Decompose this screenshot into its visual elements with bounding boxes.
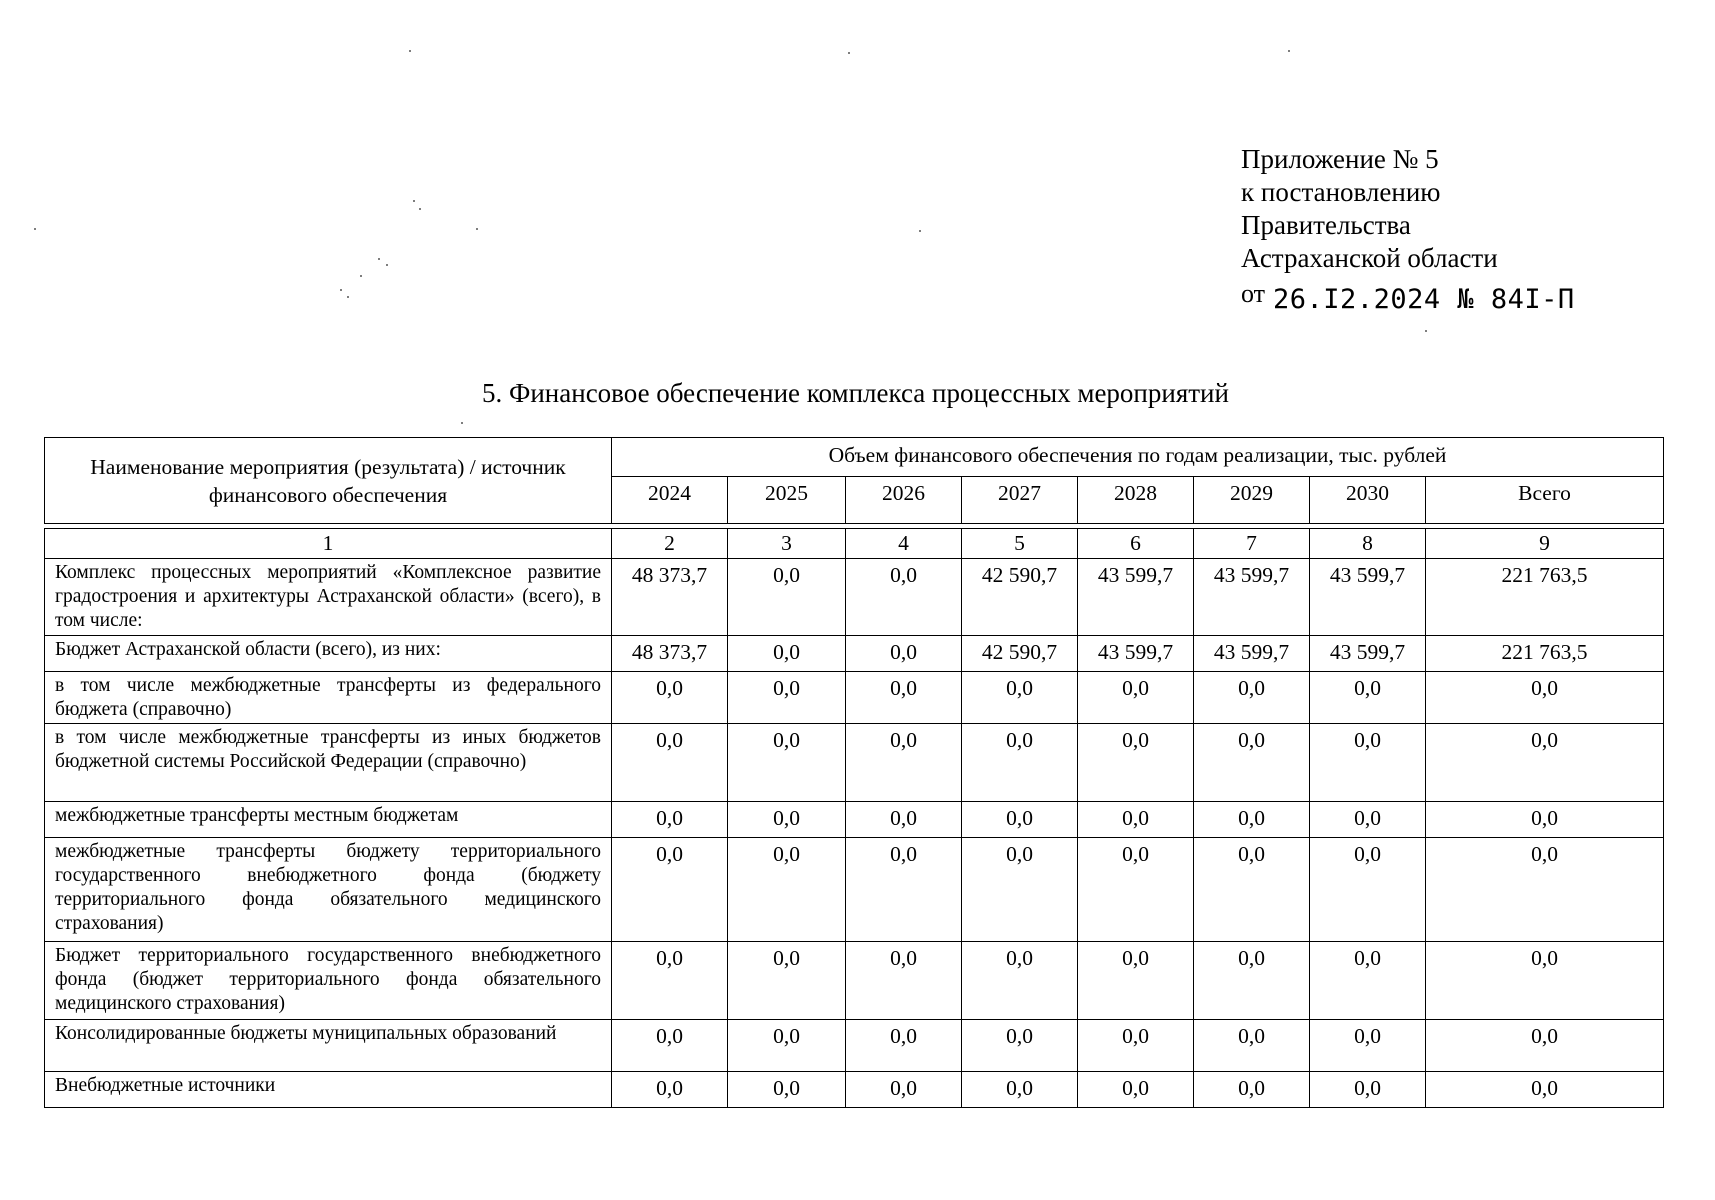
row-value: 0,0: [1078, 1020, 1194, 1072]
row-value: 42 590,7: [962, 636, 1078, 672]
row-value: 0,0: [1310, 1072, 1426, 1108]
row-value: 0,0: [846, 636, 962, 672]
table-row: [45, 1020, 1664, 1072]
row-value: 43 599,7: [1310, 636, 1426, 672]
row-value: 0,0: [612, 1020, 728, 1072]
appendix-line-2: к постановлению: [1241, 177, 1441, 207]
appendix-line-4: Астраханской области: [1241, 243, 1498, 273]
scan-speck: [386, 264, 388, 266]
row-value: 0,0: [1078, 838, 1194, 942]
row-total-value: 0,0: [1426, 672, 1664, 724]
financing-table: [44, 437, 1664, 1108]
header-year: 2026: [846, 477, 962, 524]
header-name-cell: Наименование мероприятия (результата) / источник финансового обеспечения: [45, 438, 612, 524]
row-total-value: 221 763,5: [1426, 636, 1664, 672]
scan-speck: [461, 422, 463, 424]
row-value: 0,0: [612, 942, 728, 1020]
row-value: 0,0: [728, 802, 846, 838]
row-total-value: 0,0: [1426, 802, 1664, 838]
row-label: Бюджет Астраханской области (всего), из них:: [45, 636, 612, 672]
row-label: в том числе межбюджетные трансферты из иных бюджетов бюджетной системы Российской Федерации (справочно): [45, 724, 612, 802]
column-number: 3: [728, 529, 846, 559]
row-value: 0,0: [728, 636, 846, 672]
table-row: [45, 724, 1664, 802]
row-value: 0,0: [1078, 724, 1194, 802]
row-value: 43 599,7: [1078, 559, 1194, 636]
scan-speck: [476, 228, 478, 230]
table-row: [45, 636, 1664, 672]
row-value: 0,0: [728, 672, 846, 724]
row-value: 0,0: [1194, 1072, 1310, 1108]
column-number: 1: [45, 529, 612, 559]
row-value: 0,0: [962, 672, 1078, 724]
scan-speck: [848, 52, 850, 54]
row-value: 0,0: [612, 802, 728, 838]
column-number: 6: [1078, 529, 1194, 559]
row-value: 0,0: [1194, 724, 1310, 802]
row-value: 43 599,7: [1078, 636, 1194, 672]
row-value: 0,0: [846, 838, 962, 942]
row-value: 0,0: [1310, 672, 1426, 724]
table-row: [45, 672, 1664, 724]
header-year: 2027: [962, 477, 1078, 524]
scan-speck: [340, 289, 342, 291]
row-value: 0,0: [612, 1072, 728, 1108]
row-value: 43 599,7: [1310, 559, 1426, 636]
row-value: 0,0: [1078, 802, 1194, 838]
header-year: 2028: [1078, 477, 1194, 524]
table-row: [45, 559, 1664, 636]
row-value: 0,0: [728, 838, 846, 942]
column-number: 9: [1426, 529, 1664, 559]
row-label: межбюджетные трансферты бюджету территориального государственного внебюджетного фонда (бюджету территориального фонда обязательного медицинского страхования): [45, 838, 612, 942]
row-value: 0,0: [846, 559, 962, 636]
scan-speck: [1425, 330, 1427, 332]
row-value: 0,0: [962, 1072, 1078, 1108]
table-row: [45, 838, 1664, 942]
header-volume-cell: Объем финансового обеспечения по годам реализации, тыс. рублей: [612, 438, 1664, 477]
row-value: 0,0: [1194, 1020, 1310, 1072]
header-year: 2029: [1194, 477, 1310, 524]
row-label: Внебюджетные источники: [45, 1072, 612, 1108]
table-row: [45, 942, 1664, 1020]
row-value: 0,0: [728, 942, 846, 1020]
column-number-row: [45, 529, 1664, 559]
row-value: 0,0: [1194, 672, 1310, 724]
row-value: 0,0: [728, 724, 846, 802]
column-number: 8: [1310, 529, 1426, 559]
row-total-value: 0,0: [1426, 1020, 1664, 1072]
row-value: 0,0: [1078, 1072, 1194, 1108]
row-value: 0,0: [1078, 672, 1194, 724]
table-row: [45, 1072, 1664, 1108]
section-title: 5. Финансовое обеспечение комплекса процессных мероприятий: [482, 378, 1229, 408]
row-value: 42 590,7: [962, 559, 1078, 636]
scan-speck: [1288, 50, 1290, 52]
row-value: 0,0: [962, 724, 1078, 802]
row-label: Консолидированные бюджеты муниципальных образований: [45, 1020, 612, 1072]
header-total: Всего: [1426, 477, 1664, 524]
row-label: межбюджетные трансферты местным бюджетам: [45, 802, 612, 838]
row-value: 0,0: [612, 724, 728, 802]
scan-speck: [413, 200, 415, 202]
scan-speck: [919, 230, 921, 232]
row-value: 43 599,7: [1194, 636, 1310, 672]
row-value: 0,0: [962, 802, 1078, 838]
scan-speck: [409, 50, 411, 52]
column-number: 4: [846, 529, 962, 559]
column-number: 7: [1194, 529, 1310, 559]
row-value: 0,0: [846, 942, 962, 1020]
row-value: 0,0: [1310, 838, 1426, 942]
header-year: 2025: [728, 477, 846, 524]
scan-speck: [360, 275, 362, 277]
row-value: 0,0: [612, 672, 728, 724]
header-year: 2030: [1310, 477, 1426, 524]
row-value: 0,0: [728, 1072, 846, 1108]
row-total-value: 0,0: [1426, 838, 1664, 942]
column-number: 5: [962, 529, 1078, 559]
row-total-value: 0,0: [1426, 942, 1664, 1020]
row-value: 0,0: [846, 1072, 962, 1108]
row-value: 0,0: [1310, 942, 1426, 1020]
scan-speck: [419, 208, 421, 210]
row-value: 0,0: [728, 559, 846, 636]
row-value: 0,0: [846, 672, 962, 724]
row-value: 0,0: [1194, 838, 1310, 942]
row-label: Бюджет территориального государственного внебюджетного фонда (бюджет территориального фонда обязательного медицинского страхования): [45, 942, 612, 1020]
scan-speck: [347, 296, 349, 298]
row-label: Комплекс процессных мероприятий «Комплексное развитие градостроения и архитектуры Астраханской области» (всего), в том числе:: [45, 559, 612, 636]
row-value: 0,0: [846, 1020, 962, 1072]
row-value: 0,0: [1310, 802, 1426, 838]
row-value: 0,0: [1194, 942, 1310, 1020]
row-value: 0,0: [962, 942, 1078, 1020]
scan-speck: [378, 258, 380, 260]
appendix-date-line: [1241, 277, 1575, 316]
row-value: 0,0: [1310, 724, 1426, 802]
row-value: 0,0: [1310, 1020, 1426, 1072]
date-prefix: от: [1241, 279, 1266, 308]
scan-speck: [34, 228, 36, 230]
row-value: 0,0: [962, 1020, 1078, 1072]
appendix-line-3: Правительства: [1241, 210, 1411, 240]
column-number: 2: [612, 529, 728, 559]
row-value: 0,0: [1078, 942, 1194, 1020]
row-total-value: 221 763,5: [1426, 559, 1664, 636]
row-label: в том числе межбюджетные трансферты из федерального бюджета (справочно): [45, 672, 612, 724]
row-value: 0,0: [728, 1020, 846, 1072]
row-value: 43 599,7: [1194, 559, 1310, 636]
row-total-value: 0,0: [1426, 724, 1664, 802]
row-value: 0,0: [962, 838, 1078, 942]
row-total-value: 0,0: [1426, 1072, 1664, 1108]
handwritten-date-number: 26.I2.2024 № 84I-П: [1273, 284, 1575, 315]
row-value: 0,0: [1194, 802, 1310, 838]
row-value: 0,0: [612, 838, 728, 942]
row-value: 48 373,7: [612, 559, 728, 636]
header-row-1: [45, 438, 1664, 477]
row-value: 0,0: [846, 802, 962, 838]
appendix-block: [1241, 143, 1575, 316]
header-year: 2024: [612, 477, 728, 524]
row-value: 48 373,7: [612, 636, 728, 672]
row-value: 0,0: [846, 724, 962, 802]
table-body: [45, 559, 1664, 1108]
table-row: [45, 802, 1664, 838]
appendix-line-1: Приложение № 5: [1241, 144, 1439, 174]
